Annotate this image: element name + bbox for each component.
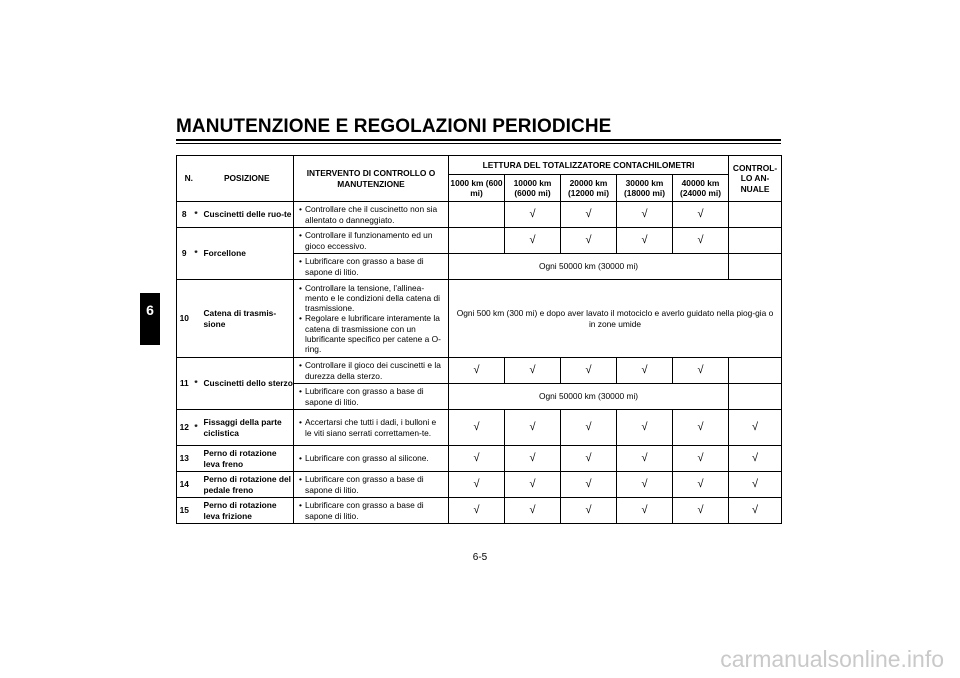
check-cell: √ — [617, 498, 673, 524]
table-row — [177, 446, 782, 472]
row-action: • Lubrificare con grasso a base di sapone di litio. — [297, 500, 445, 520]
check-cell: √ — [561, 498, 617, 524]
watermark: carmanualsonline.info — [720, 646, 944, 672]
row-star: * — [192, 202, 201, 228]
check-cell: √ — [449, 446, 505, 472]
row-number: 10 — [177, 280, 192, 358]
interval-text: Ogni 50000 km (30000 mi) — [449, 254, 729, 280]
row-number: 9 — [177, 228, 192, 280]
check-cell: √ — [617, 446, 673, 472]
check-cell: √ — [505, 228, 561, 254]
header-position: POSIZIONE — [201, 156, 294, 202]
table-row — [177, 498, 782, 524]
header-interval: 1000 km (600 mi) — [449, 175, 505, 202]
check-cell: √ — [729, 446, 782, 472]
row-star — [192, 280, 201, 358]
table-row — [177, 228, 782, 254]
row-action: • Lubrificare con grasso al silicone. — [297, 453, 445, 463]
check-cell — [729, 254, 782, 280]
interval-text: Ogni 500 km (300 mi) e dopo aver lavato il motociclo e averlo guidato nella piog-gia o in zone umide — [449, 280, 782, 358]
table-row — [177, 410, 782, 446]
check-cell: √ — [673, 498, 729, 524]
check-cell: √ — [729, 472, 782, 498]
row-action: • Controllare il funzionamento ed un gioco eccessivo. — [297, 230, 445, 250]
check-cell: √ — [505, 498, 561, 524]
header-interval: 20000 km (12000 mi) — [561, 175, 617, 202]
check-cell: √ — [561, 228, 617, 254]
row-number: 13 — [177, 446, 192, 472]
check-cell — [729, 202, 782, 228]
check-cell: √ — [561, 446, 617, 472]
row-number: 8 — [177, 202, 192, 228]
table-row — [177, 472, 782, 498]
row-star — [192, 446, 201, 472]
header-n: N. — [177, 156, 201, 202]
check-cell: √ — [673, 410, 729, 446]
row-position: Cuscinetti dello sterzo — [201, 358, 294, 410]
check-cell: √ — [505, 446, 561, 472]
row-star — [192, 498, 201, 524]
row-action: • Controllare che il cuscinetto non sia allentato o danneggiato. — [297, 204, 445, 224]
check-cell: √ — [505, 202, 561, 228]
row-star — [192, 472, 201, 498]
title-rule-thin — [176, 143, 781, 144]
page-number: 6-5 — [472, 552, 488, 563]
check-cell: √ — [673, 358, 729, 384]
maintenance-table — [176, 155, 782, 524]
check-cell: √ — [449, 358, 505, 384]
header-interval: 40000 km (24000 mi) — [673, 175, 729, 202]
row-action: • Accertarsi che tutti i dadi, i bulloni e le viti siano serrati correttamen-te. — [297, 417, 445, 437]
check-cell: √ — [449, 498, 505, 524]
row-number: 11 — [177, 358, 192, 410]
check-cell: √ — [617, 410, 673, 446]
check-cell: √ — [673, 228, 729, 254]
header-interval: 30000 km (18000 mi) — [617, 175, 673, 202]
row-star: * — [192, 410, 201, 446]
row-position: Perno di rotazione del pedale freno — [201, 472, 294, 498]
check-cell: √ — [617, 228, 673, 254]
header-interval: 10000 km (6000 mi) — [505, 175, 561, 202]
check-cell: √ — [673, 446, 729, 472]
row-action: • Regolare e lubrificare interamente la catena di trasmissione con un lubrificante specifico per catene a O-ring. — [297, 313, 445, 354]
row-number: 15 — [177, 498, 192, 524]
row-position: Cuscinetti delle ruo-te — [201, 202, 294, 228]
row-position: Perno di rotazione leva freno — [201, 446, 294, 472]
row-action: • Controllare la tensione, l’allinea-mento e le condizioni della catena di trasmissione. — [297, 283, 445, 314]
check-cell: √ — [617, 202, 673, 228]
check-cell: √ — [561, 202, 617, 228]
check-cell: √ — [561, 410, 617, 446]
check-cell — [449, 202, 505, 228]
check-cell: √ — [505, 358, 561, 384]
check-cell: √ — [729, 410, 782, 446]
check-cell: √ — [561, 358, 617, 384]
row-position: Forcellone — [201, 228, 294, 280]
header-odometer: LETTURA DEL TOTALIZZATORE CONTACHILOMETRI — [449, 156, 729, 175]
table-row — [177, 280, 782, 358]
header-action: INTERVENTO DI CONTROLLO O MANUTENZIONE — [294, 156, 449, 202]
title-rule — [176, 139, 781, 141]
check-cell: √ — [505, 410, 561, 446]
row-star: * — [192, 228, 201, 280]
row-position: Perno di rotazione leva frizione — [201, 498, 294, 524]
check-cell — [729, 384, 782, 410]
table-row — [177, 358, 782, 384]
header-annual: CONTROL-LO AN-NUALE — [729, 156, 782, 202]
row-position: Fissaggi della parte ciclistica — [201, 410, 294, 446]
row-position: Catena di trasmis-sione — [201, 280, 294, 358]
row-number: 14 — [177, 472, 192, 498]
row-number: 12 — [177, 410, 192, 446]
check-cell — [729, 358, 782, 384]
row-star: * — [192, 358, 201, 410]
check-cell: √ — [729, 498, 782, 524]
interval-text: Ogni 50000 km (30000 mi) — [449, 384, 729, 410]
check-cell — [729, 228, 782, 254]
table-row — [177, 202, 782, 228]
page-title: MANUTENZIONE E REGOLAZIONI PERIODICHE — [176, 116, 612, 137]
row-action: • Lubrificare con grasso a base di sapone di litio. — [297, 386, 445, 406]
check-cell: √ — [617, 472, 673, 498]
check-cell: √ — [673, 202, 729, 228]
row-action: • Lubrificare con grasso a base di sapone di litio. — [297, 474, 445, 494]
row-action: • Lubrificare con grasso a base di sapone di litio. — [297, 256, 445, 276]
check-cell: √ — [449, 472, 505, 498]
check-cell: √ — [673, 472, 729, 498]
check-cell — [449, 228, 505, 254]
check-cell: √ — [617, 358, 673, 384]
check-cell: √ — [505, 472, 561, 498]
row-action: • Controllare il gioco dei cuscinetti e la durezza della sterzo. — [297, 360, 445, 380]
check-cell: √ — [561, 472, 617, 498]
chapter-tab: 6 — [140, 293, 160, 345]
check-cell: √ — [449, 410, 505, 446]
